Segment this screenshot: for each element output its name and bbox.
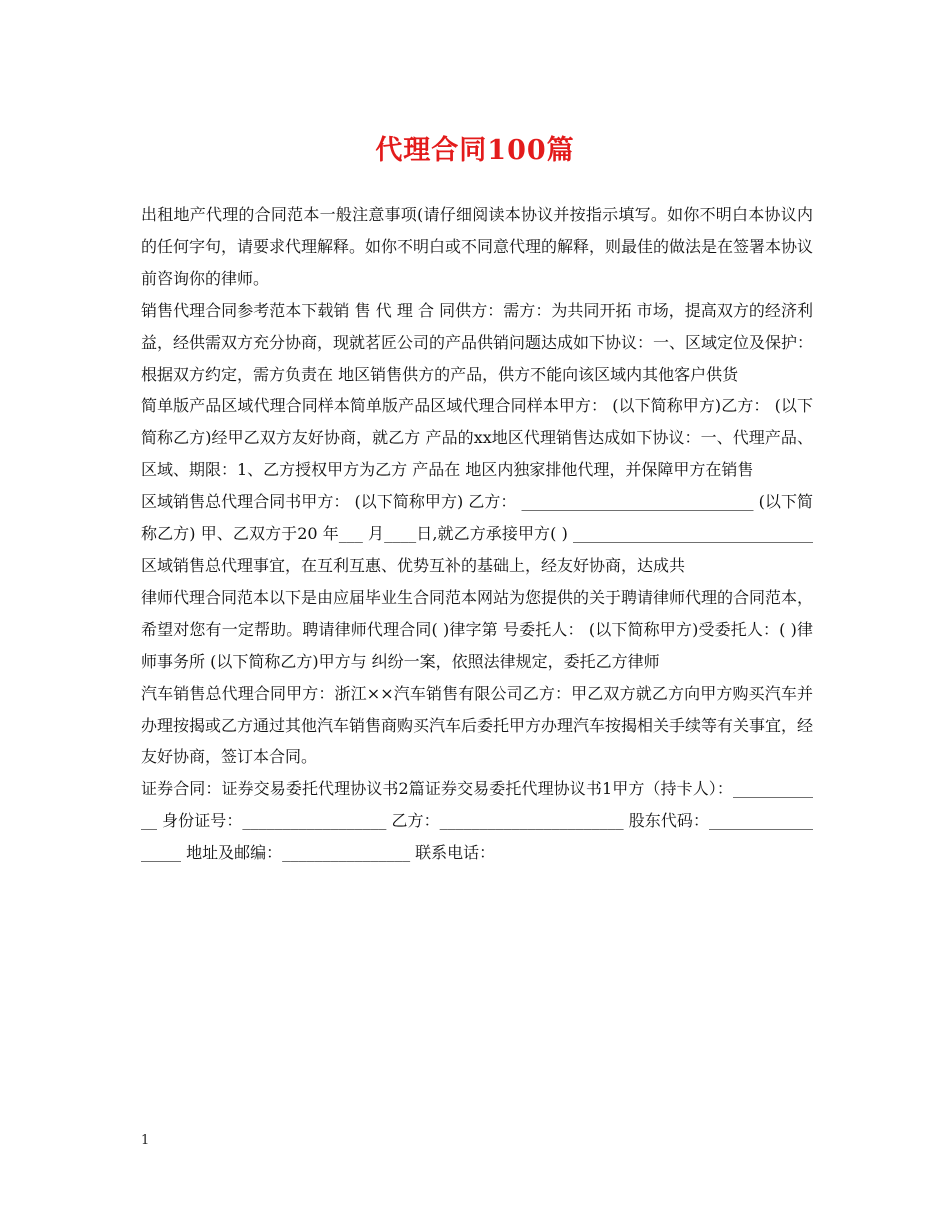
- paragraph-lawyer-agency: 律师代理合同范本以下是由应届毕业生合同范本网站为您提供的关于聘请律师代理的合同范本，希望对您有一定帮助。聘请律师代理合同( )律字第 号委托人： (以下简称甲方)受委托人：( )律师事务所 (以下简称乙方)甲方与 纠纷一案，依照法律规定，委托乙方律师: [141, 587, 814, 671]
- paragraph-general-agency: 区域销售总代理合同书甲方： (以下简称甲方) 乙方： _____________________________ (以下简称乙方) 甲、乙双方于20 年___ 月____日,就乙方承接甲方( ) ______________________________区域销售总代理事宜，在互利互惠、优势互补的基础上，经友好协商，达成共: [141, 492, 813, 575]
- page-number: 1: [141, 1133, 150, 1148]
- paragraph-sales-agency: 销售代理合同参考范本下载销 售 代 理 合 同供方：需方：为共同开拓 市场，提高双方的经济利益，经供需双方充分协商，现就茗匠公司的产品供销问题达成如下协议：一、区域定位及保护：根据双方约定，需方负责在 地区销售供方的产品，供方不能向该区域内其他客户供货: [141, 300, 814, 384]
- paragraph-securities-agency: 证券合同：证券交易委托代理协议书2篇证券交易委托代理协议书1甲方（持卡人）：____________ 身份证号：__________________ 乙方：_______________________ 股东代码：__________________ 地址及邮编：________________ 联系电话：: [141, 779, 813, 863]
- paragraph-regional-agency: 简单版产品区域代理合同样本简单版产品区域代理合同样本甲方： (以下简称甲方)乙方： (以下简称乙方)经甲乙双方友好协商，就乙方 产品的xx地区代理销售达成如下协议：一、代理产品、区域、期限：1、乙方授权甲方为乙方 产品在 地区内独家排他代理，并保障甲方在销售: [141, 396, 813, 480]
- paragraph-auto-sales-agency: 汽车销售总代理合同甲方：浙江××汽车销售有限公司乙方：甲乙双方就乙方向甲方购买汽车并办理按揭或乙方通过其他汽车销售商购买汽车后委托甲方办理汽车按揭相关手续等有关事宜，经友好协商，签订本合同。: [141, 683, 814, 767]
- document-title: 代理合同100篇: [375, 135, 575, 166]
- document-body: [141, 199, 813, 869]
- paragraph-rental-agency: 出租地产代理的合同范本一般注意事项(请仔细阅读本协议并按指示填写。如你不明白本协议内的任何字句，请要求代理解释。如你不明白或不同意代理的解释，则最佳的做法是在签署本协议前咨询你的律师。: [141, 205, 814, 288]
